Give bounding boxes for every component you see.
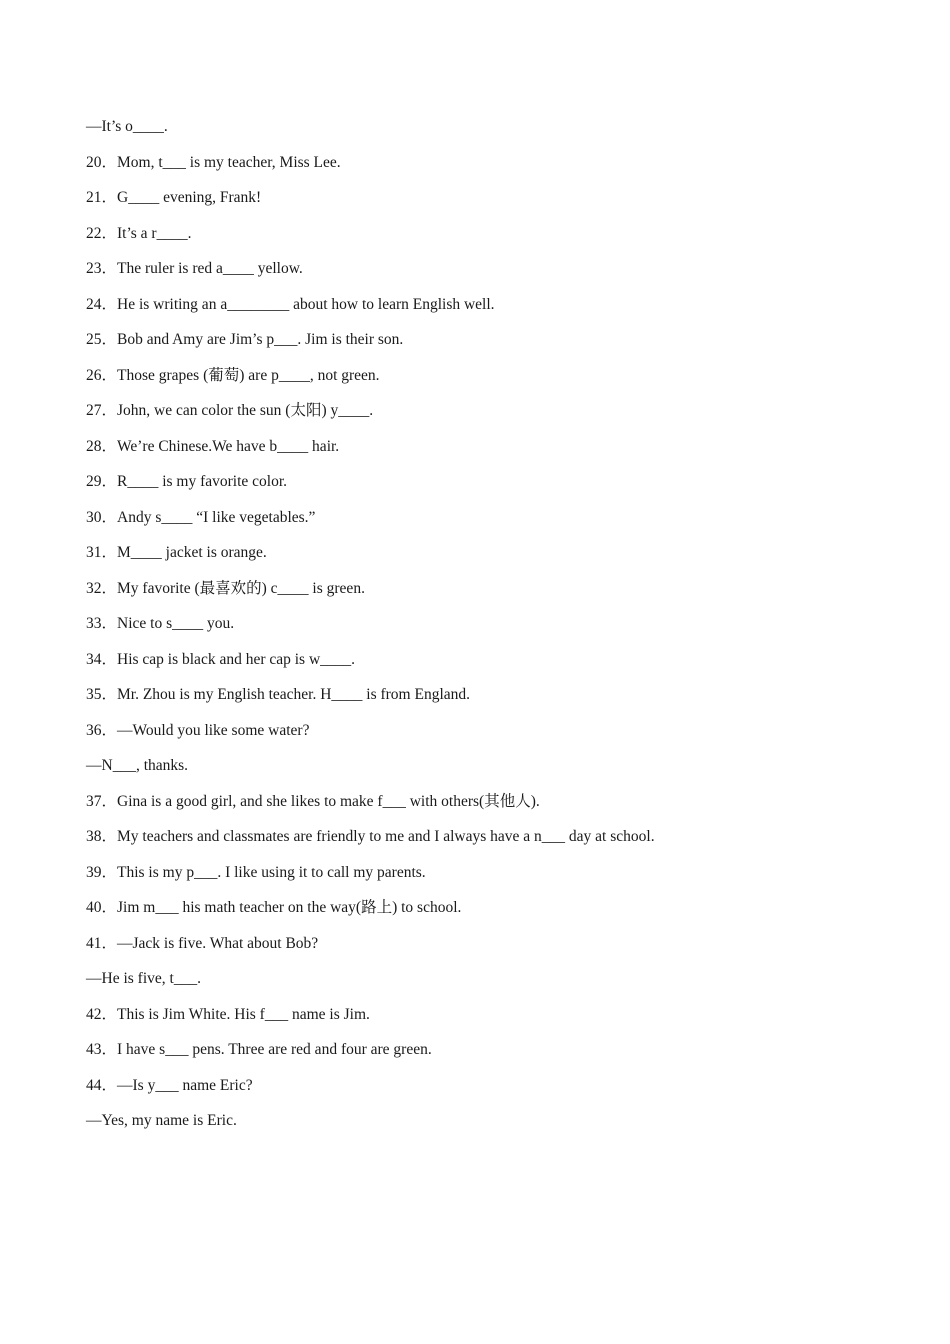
exercise-line: 24．He is writing an a________ about how to learn English well. — [86, 295, 495, 313]
exercise-line: 29．R____ is my favorite color. — [86, 473, 288, 490]
exercise-line: 41．—Jack is five. What about Bob? — [86, 934, 319, 952]
exercise-line: 32．My favorite (最喜欢的) c____ is green. — [86, 579, 365, 597]
exercise-line: 20．Mom, t___ is my teacher, Miss Lee. — [86, 153, 341, 171]
exercise-line: —N___, thanks. — [86, 757, 189, 774]
exercise-list — [86, 114, 886, 1144]
exercise-line: 35．Mr. Zhou is my English teacher. H____ is from England. — [86, 686, 471, 703]
exercise-line: —It’s o____. — [86, 118, 168, 135]
exercise-line: 21．G____ evening, Frank! — [86, 189, 262, 206]
exercise-line: 26．Those grapes (葡萄) are p____, not green. — [86, 366, 380, 384]
exercise-line: 40．Jim m___ his math teacher on the way(路上) to school. — [86, 899, 462, 916]
exercise-line: 37．Gina is a good girl, and she likes to make f___ with others(其他人). — [86, 792, 540, 810]
exercise-line: —Yes, my name is Eric. — [86, 1112, 237, 1129]
exercise-line: 43．I have s___ pens. Three are red and four are green. — [86, 1041, 432, 1058]
exercise-line: 34．His cap is black and her cap is w____. — [86, 650, 356, 668]
exercise-line: —He is five, t___. — [86, 970, 201, 987]
exercise-line: 30．Andy s____ “I like vegetables.” — [86, 508, 316, 526]
exercise-line: 27．John, we can color the sun (太阳) y____. — [86, 402, 374, 419]
exercise-line: 28．We’re Chinese.We have b____ hair. — [86, 437, 340, 455]
exercise-line: 39．This is my p___. I like using it to call my parents. — [86, 863, 426, 881]
exercise-line: 44．—Is y___ name Eric? — [86, 1076, 253, 1094]
exercise-line: 33．Nice to s____ you. — [86, 615, 235, 632]
exercise-line: 38．My teachers and classmates are friendly to me and I always have a n___ day at school. — [86, 828, 655, 845]
exercise-line: 23．The ruler is red a____ yellow. — [86, 260, 303, 277]
exercise-line: 31．M____ jacket is orange. — [86, 544, 267, 561]
exercise-line: 22．It’s a r____. — [86, 224, 192, 242]
exercise-line: 42．This is Jim White. His f___ name is Jim. — [86, 1005, 370, 1023]
exercise-line: 36．—Would you like some water? — [86, 721, 310, 739]
exercise-line: 25．Bob and Amy are Jim’s p___. Jim is their son. — [86, 331, 404, 348]
